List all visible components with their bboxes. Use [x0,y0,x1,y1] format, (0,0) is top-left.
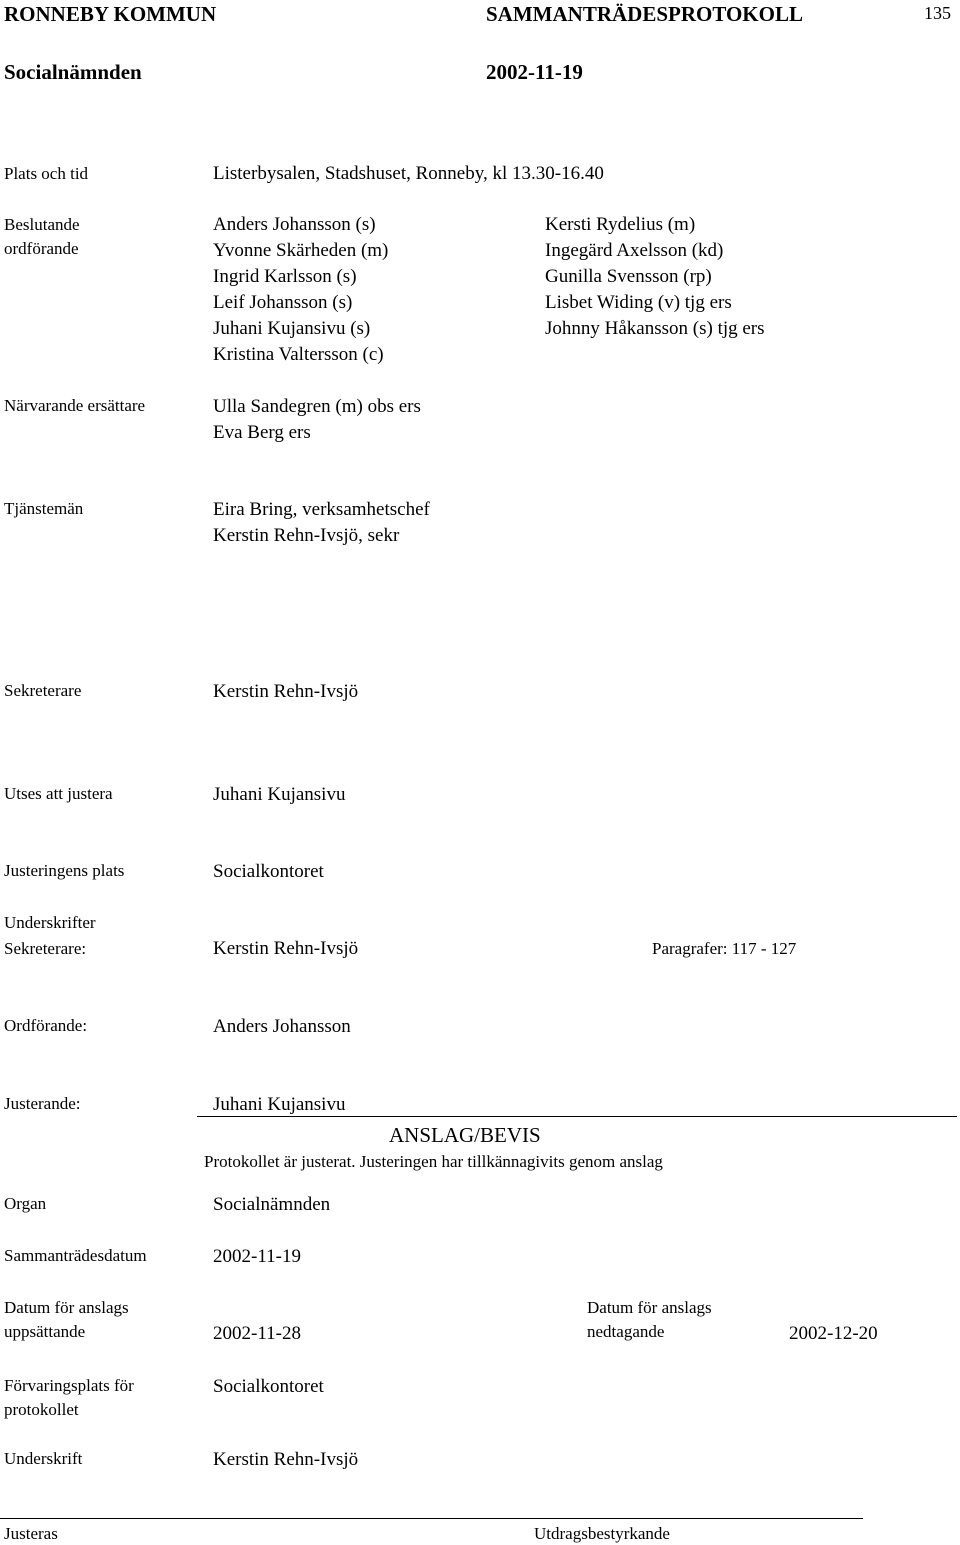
removal-date-label: Datum för anslags [587,1298,712,1317]
meeting-date: 2002-11-19 [486,60,583,84]
posting-date-value: 2002-11-28 [213,1323,301,1344]
section-divider [197,1116,957,1117]
posting-date-label-2: uppsättande [4,1322,86,1341]
adjuster-label: Utses att justera [4,784,113,803]
member-name: Ingrid Karlsson (s) [213,266,357,287]
notice-subtitle: Protokollet är justerat. Justeringen har tillkännagivits genom anslag [204,1152,663,1171]
committee-name: Socialnämnden [4,60,142,84]
substitutes-label: Närvarande ersättare [4,396,146,415]
substitute-name: Eva Berg ers [213,422,311,443]
storage-label-2: protokollet [4,1400,79,1419]
member-name: Yvonne Skärheden (m) [213,240,389,261]
meeting-date-label: Sammanträdesdatum [4,1246,147,1265]
organ-value: Socialnämnden [213,1194,331,1215]
notice-title: ANSLAG/BEVIS [389,1123,541,1147]
substitute-name: Ulla Sandegren (m) obs ers [213,396,421,417]
signature-secretary-value: Kerstin Rehn-Ivsjö [213,938,359,959]
member-name: Kristina Valtersson (c) [213,344,384,365]
page-number: 135 [924,3,951,23]
signature-adjuster-value: Juhani Kujansivu [213,1094,346,1115]
signature-chair-value: Anders Johansson [213,1016,351,1037]
place-time-value: Listerbysalen, Stadshuset, Ronneby, kl 13.30-16.40 [213,163,604,184]
official-name: Kerstin Rehn-Ivsjö, sekr [213,525,400,546]
storage-label: Förvaringsplats för [4,1376,134,1395]
organ-label: Organ [4,1194,47,1213]
paragraphs-range: Paragrafer: 117 - 127 [652,939,797,958]
member-name: Kersti Rydelius (m) [545,214,696,235]
member-name: Anders Johansson (s) [213,214,376,235]
storage-value: Socialkontoret [213,1376,324,1397]
document-type-title: SAMMANTRÄDESPROTOKOLL [486,2,803,26]
adjust-place-value: Socialkontoret [213,861,324,882]
footer-extract-certified: Utdragsbestyrkande [534,1524,670,1543]
signature-label: Underskrift [4,1449,83,1468]
official-name: Eira Bring, verksamhetschef [213,499,430,520]
signatures-heading: Underskrifter [4,913,96,932]
member-name: Leif Johansson (s) [213,292,353,313]
officials-label: Tjänstemän [4,499,84,518]
signature-adjuster-label: Justerande: [4,1094,81,1113]
meeting-date-value: 2002-11-19 [213,1246,301,1267]
place-time-label: Plats och tid [4,164,89,183]
removal-date-value: 2002-12-20 [789,1323,878,1344]
footer-divider [0,1518,863,1519]
member-name: Johnny Håkansson (s) tjg ers [545,318,765,339]
member-name: Gunilla Svensson (rp) [545,266,712,287]
secretary-label: Sekreterare [4,681,82,700]
posting-date-label: Datum för anslags [4,1298,129,1317]
secretary-value: Kerstin Rehn-Ivsjö [213,681,359,702]
member-name: Juhani Kujansivu (s) [213,318,371,339]
footer-adjusted: Justeras [4,1524,58,1543]
member-name: Ingegärd Axelsson (kd) [545,240,724,261]
decision-makers-label: Beslutande [4,215,80,234]
removal-date-label-2: nedtagande [587,1322,665,1341]
member-name: Lisbet Widing (v) tjg ers [545,292,732,313]
adjust-place-label: Justeringens plats [4,861,125,880]
municipality-title: RONNEBY KOMMUN [4,2,217,26]
signature-secretary-label: Sekreterare: [4,939,87,958]
adjuster-value: Juhani Kujansivu [213,784,346,805]
signature-value: Kerstin Rehn-Ivsjö [213,1449,359,1470]
signature-chair-label: Ordförande: [4,1016,88,1035]
chair-label: ordförande [4,239,79,258]
